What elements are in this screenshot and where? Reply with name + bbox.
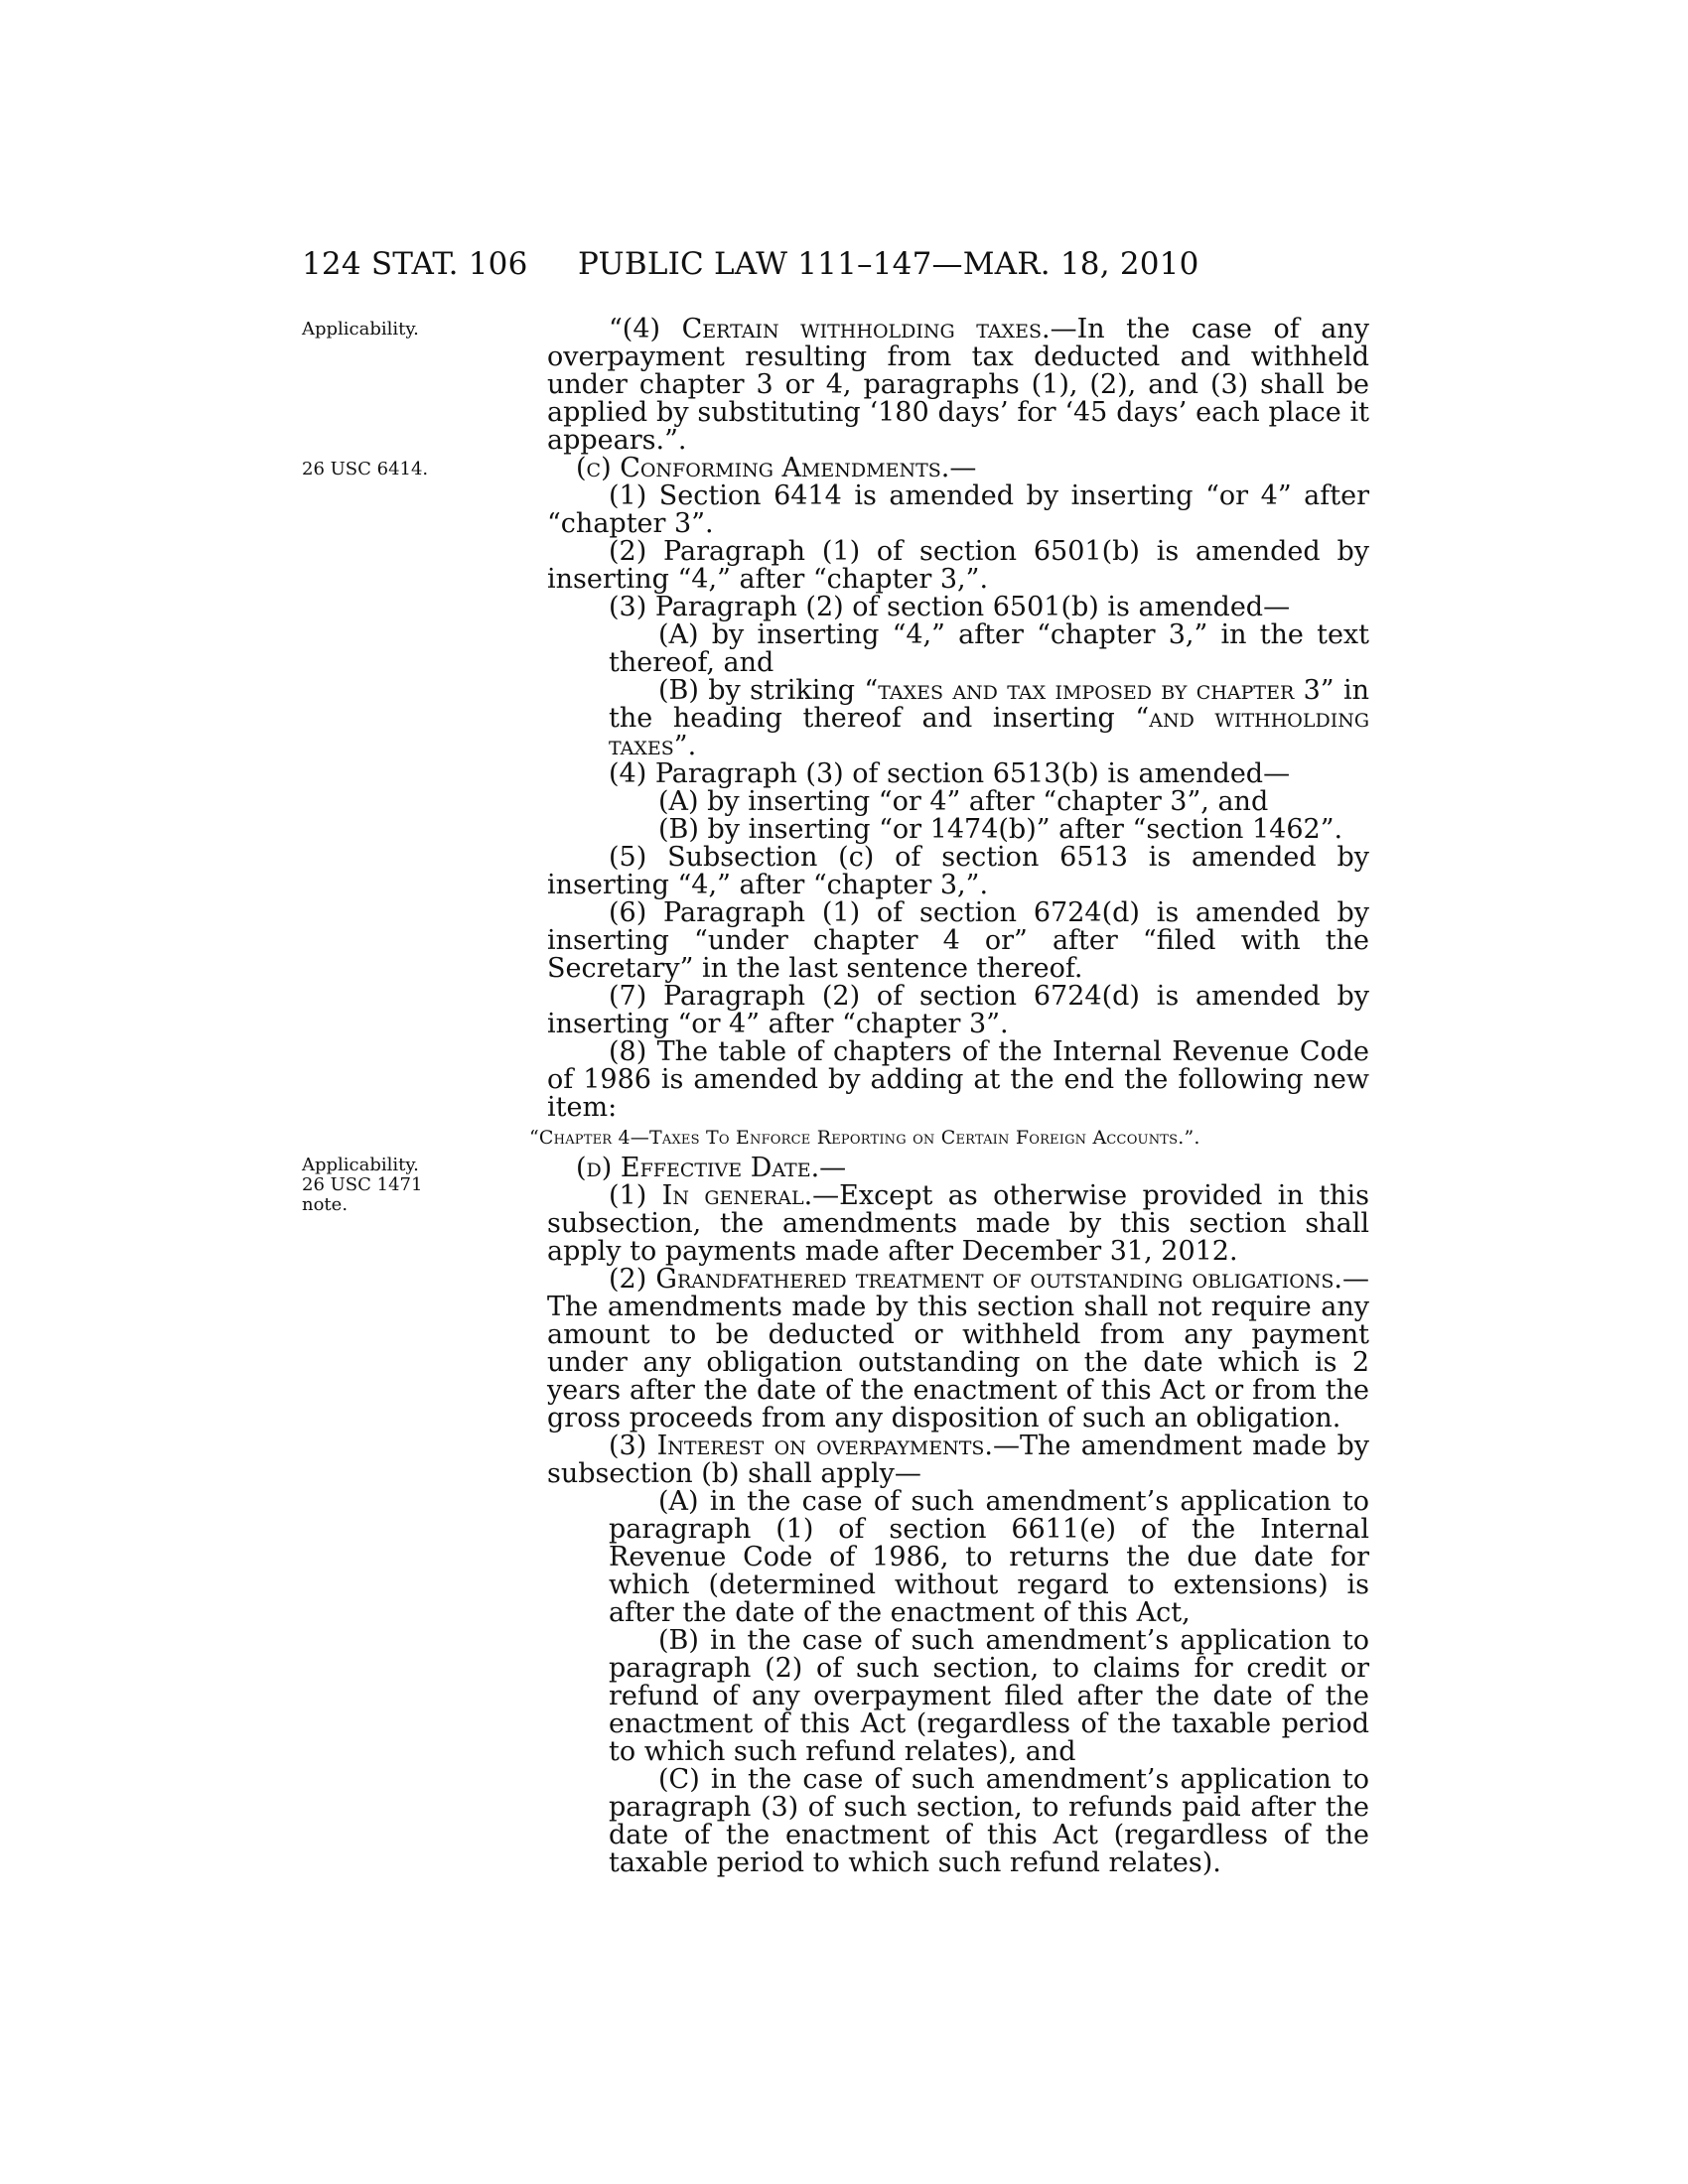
margin-note-applicability: Applicability. bbox=[302, 319, 419, 340]
inserted-heading-text: and withholding taxes bbox=[609, 703, 1369, 761]
page-title: PUBLIC LAW 111–147—MAR. 18, 2010 bbox=[578, 246, 1199, 282]
amendment-text-block bbox=[547, 316, 1369, 1122]
subparagraph-d3a: (A) in the case of such amendment’s application to paragraph (1) of section 6611(e) of the Internal Revenue Code of 1986, to returns the due date for which (determined without regard to extensions) is after the date of the enactment of this Act, bbox=[609, 1486, 1369, 1628]
margin-note-line: Applicability. bbox=[302, 1155, 419, 1175]
paragraph-c1: (1) Section 6414 is amended by inserting “or 4” after “chapter 3”. bbox=[547, 480, 1369, 539]
subparagraph-c4a: (A) by inserting “or 4” after “chapter 3”, and bbox=[658, 786, 1269, 817]
paragraph-heading: (1) In general. bbox=[609, 1180, 813, 1211]
paragraph-text: —The amendment made by subsection (b) shall apply— bbox=[547, 1431, 1369, 1489]
paragraph-c4: (4) Paragraph (3) of section 6513(b) is amended— bbox=[609, 758, 1291, 789]
paragraph-d3 bbox=[547, 1433, 1369, 1488]
subparagraph-c3b bbox=[609, 677, 1369, 760]
text: ” in the heading thereof and inserting “ bbox=[609, 675, 1369, 734]
paragraph-4-withholding-taxes bbox=[547, 316, 1369, 455]
subsection-d-heading: (d) Effective Date.— bbox=[576, 1153, 847, 1183]
paragraph-c3: (3) Paragraph (2) of section 6501(b) is amended— bbox=[609, 592, 1291, 622]
subparagraph-d3b: (B) in the case of such amendment’s application to paragraph (2) of such section, to claims for credit or refund of any overpayment filed after the date of the enactment of this Act (regardless of the taxable period to which such refund relates), and bbox=[609, 1625, 1369, 1767]
paragraph-d2 bbox=[547, 1266, 1369, 1433]
margin-note-line: note. bbox=[302, 1194, 349, 1215]
subparagraph-c4b: (B) by inserting “or 1474(b)” after “section 1462”. bbox=[658, 814, 1343, 845]
paragraph-heading: “(4) Certain withholding taxes. bbox=[609, 314, 1051, 344]
paragraph-heading: (2) Grandfathered treatment of outstanding obligations. bbox=[609, 1264, 1342, 1295]
margin-note-line: 26 USC 1471 bbox=[302, 1174, 423, 1195]
margin-note-usc-6414: 26 USC 6414. bbox=[302, 459, 429, 479]
subparagraph-c3a: (A) by inserting “4,” after “chapter 3,” in the text thereof, and bbox=[609, 619, 1369, 678]
margin-note-applicability-usc-1471 bbox=[302, 1156, 422, 1215]
paragraph-c5: (5) Subsection (c) of section 6513 is amended by inserting “4,” after “chapter 3,”. bbox=[547, 842, 1369, 900]
paragraph-text: —In the case of any overpayment resulting from tax deducted and withheld under chapter 3 or 4, paragraphs (1), (2), and (3) shall be applied by substituting ‘180 days’ for ‘45 days’ each place it appears.”. bbox=[547, 314, 1369, 456]
text: ”. bbox=[673, 731, 697, 761]
paragraph-c6: (6) Paragraph (1) of section 6724(d) is amended by inserting “under chapter 4 or” after “filed with the Secretary” in the last sentence thereof. bbox=[547, 897, 1369, 984]
text: (B) by striking “ bbox=[658, 675, 879, 706]
stat-page-number: 124 STAT. 106 bbox=[302, 246, 528, 282]
paragraph-c7: (7) Paragraph (2) of section 6724(d) is amended by inserting “or 4” after “chapter 3”. bbox=[547, 981, 1369, 1039]
paragraph-c8: (8) The table of chapters of the Internal Revenue Code of 1986 is amended by adding at the end the following new item: bbox=[547, 1036, 1369, 1123]
effective-date-block bbox=[547, 1155, 1369, 1877]
paragraph-text: —The amendments made by this section shall not require any amount to be deducted or withheld from any payment under any obligation outstanding on the date which is 2 years after the date of the enactment of this Act or from the gross proceeds from any disposition of such an obligation. bbox=[547, 1264, 1369, 1433]
subsection-c-heading: (c) Conforming Amendments.— bbox=[576, 453, 977, 483]
subparagraph-d3c: (C) in the case of such amendment’s application to paragraph (3) of such section, to refunds paid after the date of the enactment of this Act (regardless of the taxable period to which such refund relates). bbox=[609, 1764, 1369, 1878]
paragraph-text: —Except as otherwise provided in this subsection, the amendments made by this section shall apply to payments made after December 31, 2012. bbox=[547, 1180, 1369, 1267]
struck-heading-text: taxes and tax imposed by chapter 3 bbox=[878, 675, 1321, 706]
paragraph-c2: (2) Paragraph (1) of section 6501(b) is amended by inserting “4,” after “chapter 3,”. bbox=[547, 536, 1369, 595]
paragraph-heading: (3) Interest on overpayments. bbox=[609, 1431, 993, 1461]
paragraph-d1 bbox=[547, 1182, 1369, 1266]
new-chapter-item: “Chapter 4—Taxes To Enforce Reporting on Certain Foreign Accounts.”. bbox=[529, 1127, 1200, 1149]
